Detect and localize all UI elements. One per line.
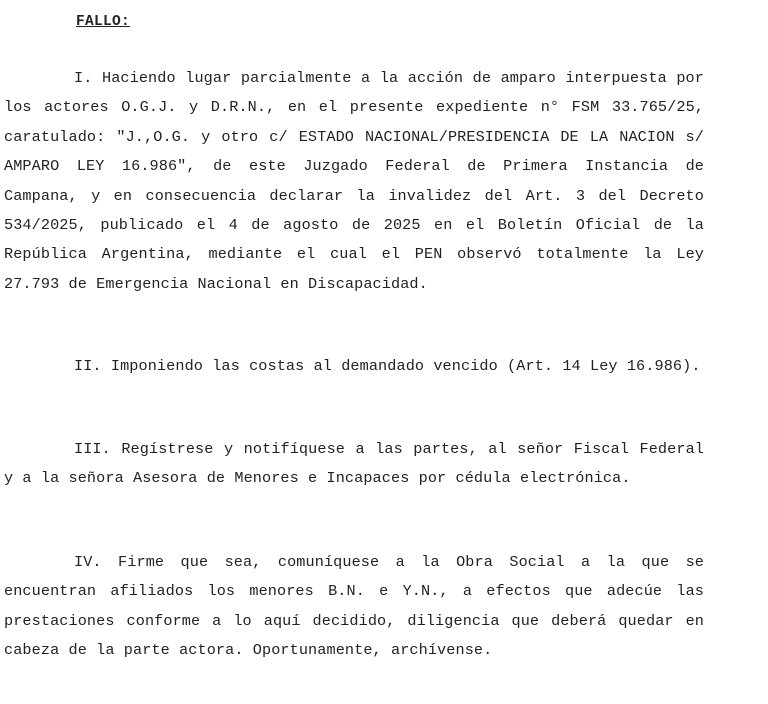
section-heading: FALLO: [76,14,131,30]
paragraph-2: II. Imponiendo las costas al demandado vencido (Art. 14 Ley 16.986). [74,357,701,375]
paragraph-3: III. Regístrese y notifíquese a las partes, al señor Fiscal Federal y a la señora Asesora de Menores e Incapaces por cédula electrónica. [4,440,704,488]
paragraph-4: IV. Firme que sea, comuníquese a la Obra Social a la que se encuentran afiliados los menores B.N. e Y.N., a efectos que adecúe las prestaciones conforme a lo aquí decidido, diligencia que deberá quedar en cabeza de la parte actora. Oportunamente, archívense. [4,553,704,660]
paragraph-1: I. Haciendo lugar parcialmente a la acción de amparo interpuesta por los actores O.G.J. y D.R.N., en el presente expediente n° FSM 33.765/25, caratulado: "J.,O.G. y otro c/ ESTADO NACIONAL/PRESIDENCIA DE LA NACION s/ AMPARO LEY 16.986", de este Juzgado Federal de Primera Instancia de Campana, y en consecuencia declarar la invalidez del Art. 3 del Decreto 534/2025, publicado el 4 de agosto de 2025 en el Boletín Oficial de la República Argentina, mediante el cual el PEN observó totalmente la Ley 27.793 de Emergencia Nacional en Discapacidad. [4,69,704,293]
